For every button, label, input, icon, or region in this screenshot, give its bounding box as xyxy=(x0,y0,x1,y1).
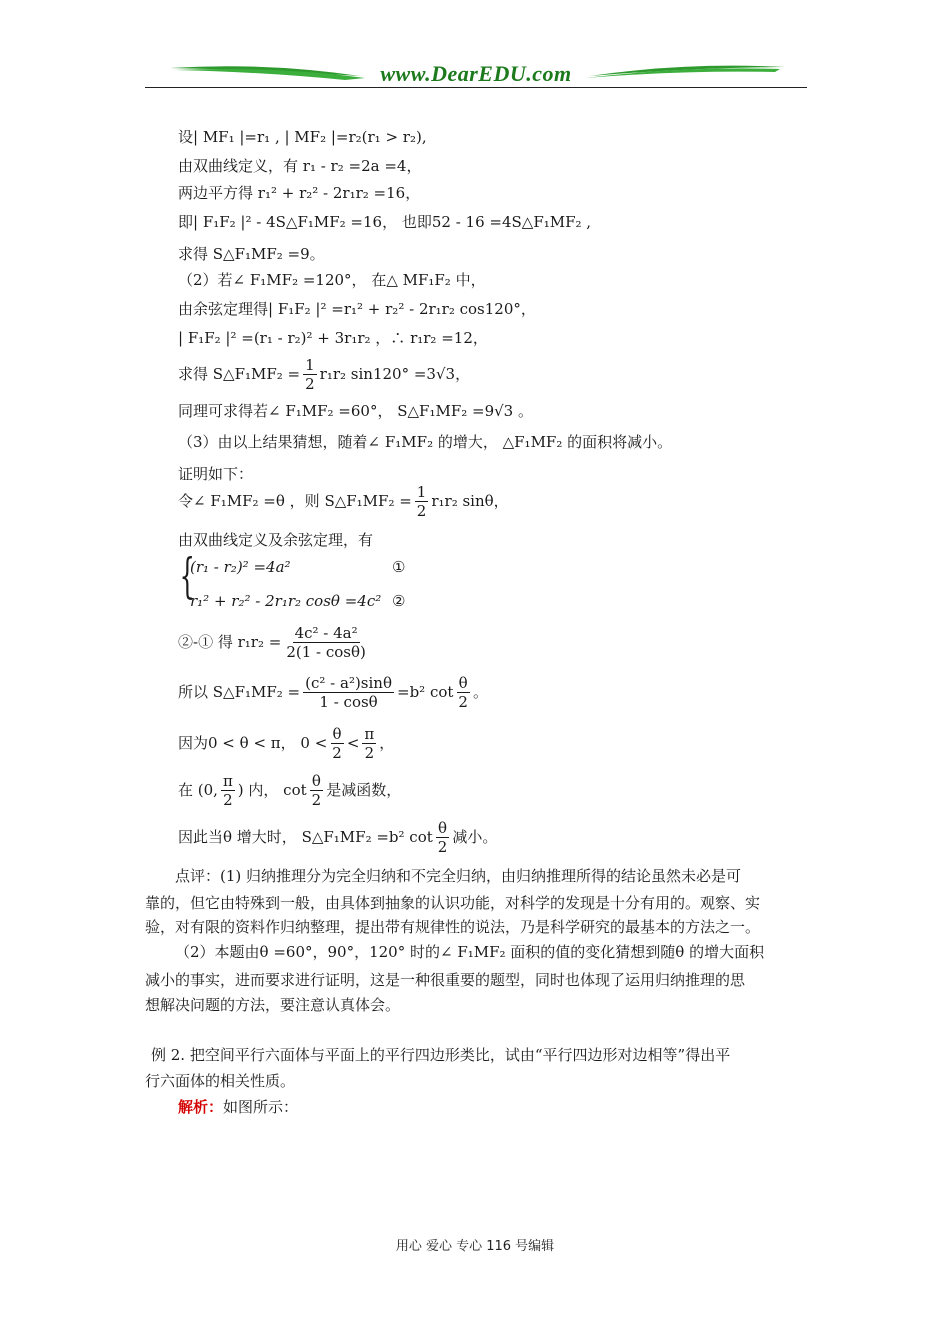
fraction-half xyxy=(415,483,429,520)
system-brace: { xyxy=(179,548,195,604)
fraction-denominator: 2 xyxy=(305,374,315,393)
comment-p1-line3: 验，对有限的资料作归纳整理，提出带有规律性的说法，乃是科学研究的最基本的方法之一。 xyxy=(145,918,761,936)
analysis-line xyxy=(178,1093,840,1121)
solution-line-19 xyxy=(178,817,497,857)
fraction-denominator: 2 xyxy=(416,501,427,520)
equation-2: r₁² + r₂² - 2r₁r₂ cosθ =4c² xyxy=(190,592,382,610)
comment-p1-line1: 点评：(1) 归纳推理分为完全归纳和不完全归纳，由归纳推理所得的结论虽然未必是可 xyxy=(175,867,742,885)
fraction-area xyxy=(303,674,394,711)
line16-prefix: 所以 S△F₁MF₂ = xyxy=(178,683,301,701)
fraction-numerator: θ xyxy=(438,818,448,837)
fraction-numerator: 4c² - 4a² xyxy=(294,623,358,642)
fraction-pi-half xyxy=(362,725,376,762)
line9-suffix: r₁r₂ sin120° =3√3， xyxy=(319,365,471,383)
line18-mid: ) 内， cot xyxy=(237,781,307,799)
fraction-denominator: 1 - cosθ xyxy=(319,692,378,711)
line15-prefix: ②-① 得 r₁r₂ = xyxy=(178,633,282,651)
solution-line-4: 即| F₁F₂ |² - 4S△F₁MF₂ =16， 也即52 - 16 =4S△F₁MF₂ , xyxy=(178,213,592,231)
fraction-denominator: 2 xyxy=(458,692,468,711)
solution-line-5: 求得 S△F₁MF₂ =9。 xyxy=(178,245,325,263)
fraction-denominator: 2 xyxy=(223,790,233,809)
fraction-denominator: 2 xyxy=(311,790,322,809)
solution-line-7: 由余弦定理得| F₁F₂ |² =r₁² + r₂² - 2r₁r₂ cos120°， xyxy=(178,300,536,318)
fraction-denominator: 2 xyxy=(437,837,448,856)
line17-mid: < xyxy=(346,734,360,752)
fraction-numerator: θ xyxy=(332,724,342,743)
solution-line-6: （2）若∠ F₁MF₂ =120°， 在△ MF₁F₂ 中， xyxy=(178,271,486,289)
comment-p2-line1: （2）本题由θ =60°，90°，120° 时的∠ F₁MF₂ 面积的值的变化猜想到随θ 的增大面积 xyxy=(175,943,765,961)
solution-line-17 xyxy=(178,723,394,763)
fraction-theta-half xyxy=(330,725,344,762)
page-footer: 用心 爱心 专心 116 号编辑 xyxy=(395,1239,555,1254)
line16-mid: =b² cot xyxy=(397,683,454,701)
solution-line-15 xyxy=(178,622,371,662)
equation-2-mark: ② xyxy=(392,592,406,610)
fraction-r1r2 xyxy=(284,624,368,661)
solution-line-11: （3）由以上结果猜想，随着∠ F₁MF₂ 的增大， △F₁MF₂ 的面积将减小。 xyxy=(178,433,673,451)
solution-line-12: 证明如下： xyxy=(178,465,254,483)
fraction-numerator: θ xyxy=(311,771,321,790)
line19-prefix: 因此当θ 增大时， S△F₁MF₂ =b² cot xyxy=(178,828,433,846)
line18-suffix: 是减函数， xyxy=(326,781,402,799)
fraction-pi-half xyxy=(221,772,235,809)
fraction-denominator: 2 xyxy=(332,743,342,762)
fraction-numerator: π xyxy=(222,771,233,790)
line13-suffix: r₁r₂ sinθ， xyxy=(431,492,509,510)
fraction-theta-half xyxy=(456,674,470,711)
solution-line-10: 同理可求得若∠ F₁MF₂ =60°， S△F₁MF₂ =9√3 。 xyxy=(178,402,533,420)
equation-1-mark: ① xyxy=(392,558,406,576)
solution-line-8: | F₁F₂ |² =(r₁ - r₂)² + 3r₁r₂ ，∴ r₁r₂ =12， xyxy=(178,329,488,347)
solution-line-9 xyxy=(178,354,470,394)
fraction-theta-half xyxy=(436,819,450,856)
solution-line-1: 设| MF₁ |=r₁ , | MF₂ |=r₂(r₁ > r₂), xyxy=(178,128,427,146)
solution-line-16 xyxy=(178,672,488,712)
solution-line-3: 两边平方得 r₁² + r₂² - 2r₁r₂ =16， xyxy=(178,184,421,202)
analysis-text: 如图所示： xyxy=(223,1098,299,1116)
solution-line-14: 由双曲线定义及余弦定理，有 xyxy=(178,531,374,549)
fraction-numerator: π xyxy=(364,724,375,743)
line17-suffix: ， xyxy=(379,734,395,752)
fraction-numerator: 1 xyxy=(416,482,427,501)
line19-suffix: 减小。 xyxy=(452,828,498,846)
fraction-numerator: θ xyxy=(458,673,468,692)
fraction-numerator: (c² - a²)sinθ xyxy=(305,673,392,692)
header-rule xyxy=(145,87,807,88)
comment-p2-line2: 减小的事实，进而要求进行证明，这是一种很重要的题型，同时也体现了运用归纳推理的思 xyxy=(145,971,746,989)
solution-line-18 xyxy=(178,770,401,810)
page-header xyxy=(145,58,807,90)
fraction-numerator: 1 xyxy=(305,355,315,374)
example-2-line2: 行六面体的相关性质。 xyxy=(145,1072,296,1090)
analysis-label: 解析： xyxy=(178,1098,224,1116)
fraction-theta-half xyxy=(310,772,324,809)
solution-line-13 xyxy=(178,481,509,521)
fraction-denominator: 2 xyxy=(364,743,375,762)
line17-prefix: 因为0 < θ < π， 0 < xyxy=(178,734,328,752)
comment-p1-line2: 靠的，但它由特殊到一般，由具体到抽象的认识功能，对科学的发现是十分有用的。观察、实 xyxy=(145,894,761,912)
fraction-half xyxy=(303,356,317,393)
line18-prefix: 在 (0, xyxy=(178,781,218,799)
equation-1: (r₁ - r₂)² =4a² xyxy=(190,558,291,576)
example-2-line1: 例 2. 把空间平行六面体与平面上的平行四边形类比，试由“平行四边形对边相等”得出平 xyxy=(151,1046,731,1064)
site-logo-text: www.DearEDU.com xyxy=(380,61,572,86)
fraction-denominator: 2(1 - cosθ) xyxy=(286,642,366,661)
solution-line-2: 由双曲线定义，有 r₁ - r₂ =2a =4， xyxy=(178,157,422,175)
comment-p2-line3: 想解决问题的方法，要注意认真体会。 xyxy=(145,996,401,1014)
line16-suffix: 。 xyxy=(472,683,488,701)
line9-prefix: 求得 S△F₁MF₂ = xyxy=(178,365,301,383)
line13-prefix: 令∠ F₁MF₂ =θ ，则 S△F₁MF₂ = xyxy=(178,492,412,510)
